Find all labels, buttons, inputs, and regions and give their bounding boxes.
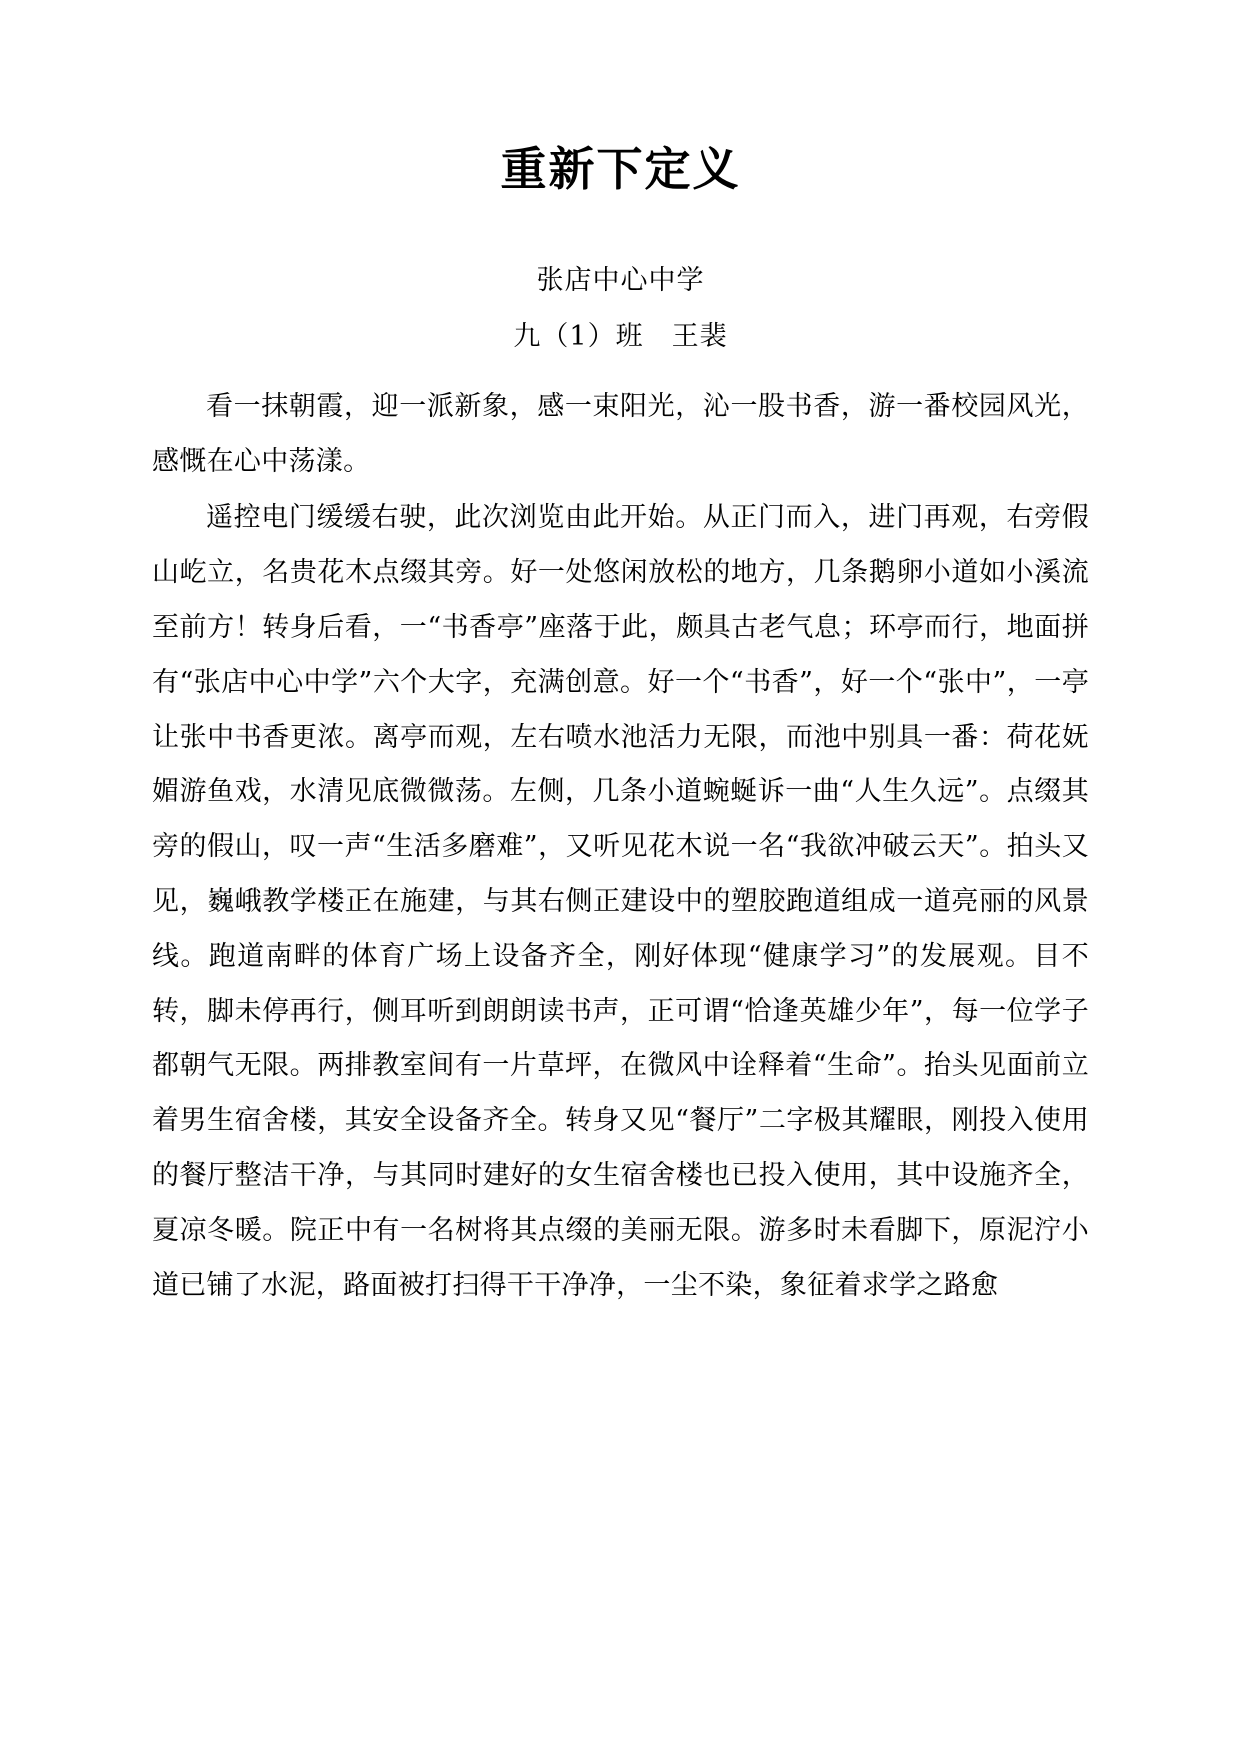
body-paragraph-1: 看一抹朝霞，迎一派新象，感一束阳光，沁一股书香，游一番校园风光，感慨在心中荡漾。 (152, 390, 1089, 477)
page-title: 重新下定义 (500, 142, 741, 196)
body-paragraph-2: 遥控电门缓缓右驶，此次浏览由此开始。从正门而入，进门再观，右旁假山屹立，名贵花木点缀其旁。好一处悠闲放松的地方，几条鹅卵小道如小溪流至前方！转身后看，一“书香亭”座落于此，颇具古老气息；环亭而行，地面拼有“张店中心中学”六个大字，充满创意。好一个“书香”，好一个“张中”，一亭让张中书香更浓。离亭而观，左右喷水池活力无限，而池中别具一番：荷花妩媚游鱼戏，水清见底微微荡。左侧，几条小道蜿蜒诉一曲“人生久远”。点缀其旁的假山，叹一声“生活多磨难”，又听见花木说一名“我欲冲破云天”。拍头又见，巍峨教学楼正在施建，与其右侧正建设中的塑胶跑道组成一道亮丽的风景线。跑道南畔的体育广场上设备齐全，刚好体现“健康学习”的发展观。目不转，脚未停再行，侧耳听到朗朗读书声，正可谓“恰逢英雄少年”，每一位学子都朝气无限。两排教室间有一片草坪，在微风中诠释着“生命”。抬头见面前立着男生宿舍楼，其安全设备齐全。转身又见“餐厅”二字极其耀眼，刚投入使用的餐厅整洁干净，与其同时建好的女生宿舍楼也已投入使用，其中设施齐全，夏凉冬暖。院正中有一名树将其点缀的美丽无限。游多时未看脚下，原泥泞小道已铺了水泥，路面被打扫得干干净净，一尘不染，象征着求学之路愈 (152, 502, 1089, 1301)
byline-class-author: 九（1）班 王裴 (513, 320, 728, 352)
byline-school: 张店中心中学 (536, 265, 705, 297)
